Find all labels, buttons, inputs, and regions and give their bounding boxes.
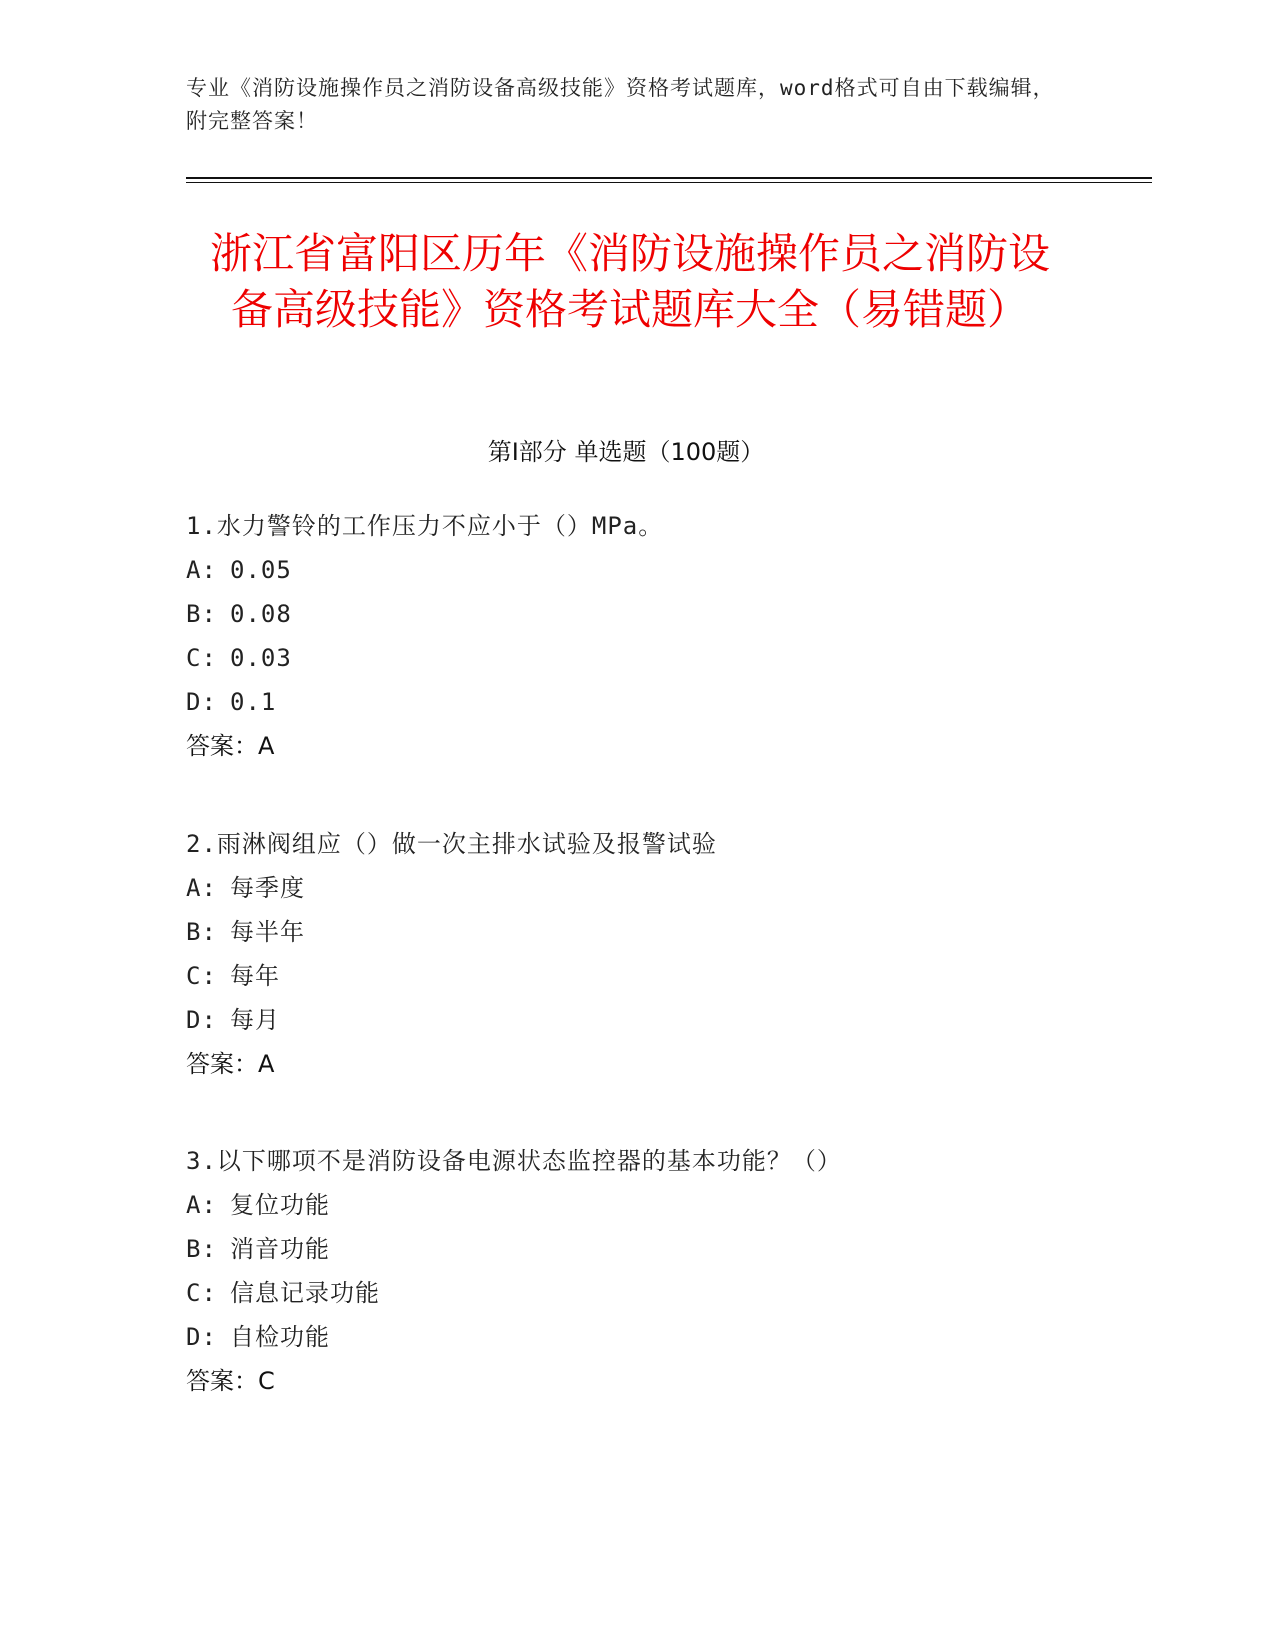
- option-key: C:: [186, 1279, 217, 1307]
- question-stem: 3.以下哪项不是消防设备电源状态监控器的基本功能？（）: [186, 1147, 842, 1175]
- header-note: 专业《消防设施操作员之消防设备高级技能》资格考试题库，word格式可自由下载编辑，附完整答案！: [186, 76, 1055, 133]
- option-key: D:: [186, 1006, 217, 1034]
- option-b: [186, 910, 1126, 954]
- option-key: D:: [186, 1323, 217, 1351]
- option-text: 0.03: [230, 644, 292, 672]
- option-text: 信息记录功能: [230, 1279, 380, 1307]
- option-text: 0.1: [230, 688, 277, 716]
- question-block: [186, 504, 1126, 768]
- option-key: D:: [186, 688, 217, 716]
- option-text: 消音功能: [230, 1235, 330, 1263]
- answer-label: 答案：: [186, 732, 258, 760]
- option-key: A:: [186, 1191, 217, 1219]
- answer-line: [186, 1042, 1126, 1086]
- answer-label: 答案：: [186, 1367, 258, 1395]
- option-text: 复位功能: [230, 1191, 330, 1219]
- option-text: 0.05: [230, 556, 292, 584]
- question-stem: 2.雨淋阀组应（）做一次主排水试验及报警试验: [186, 830, 717, 858]
- answer-label: 答案：: [186, 1050, 258, 1078]
- option-c: [186, 954, 1126, 998]
- option-key: A:: [186, 874, 217, 902]
- option-text: 0.08: [230, 600, 292, 628]
- option-b: [186, 592, 1126, 636]
- answer-value: C: [258, 1367, 275, 1395]
- option-text: 每年: [230, 962, 280, 990]
- option-d: [186, 1315, 1126, 1359]
- option-key: C:: [186, 962, 217, 990]
- question-stem: 1.水力警铃的工作压力不应小于（）MPa。: [186, 512, 664, 540]
- option-text: 每季度: [230, 874, 305, 902]
- option-key: B:: [186, 918, 217, 946]
- option-key: B:: [186, 1235, 217, 1263]
- option-text: 每月: [230, 1006, 280, 1034]
- header-divider-thin: [186, 182, 1152, 183]
- option-a: [186, 866, 1126, 910]
- option-d: [186, 998, 1126, 1042]
- option-c: [186, 1271, 1126, 1315]
- option-b: [186, 1227, 1126, 1271]
- option-text: 自检功能: [230, 1323, 330, 1351]
- answer-line: [186, 1359, 1126, 1403]
- option-a: [186, 548, 1126, 592]
- option-key: B:: [186, 600, 217, 628]
- document-title: 浙江省富阳区历年《消防设施操作员之消防设备高级技能》资格考试题库大全（易错题）: [209, 229, 1050, 334]
- option-d: [186, 680, 1126, 724]
- section-heading: 第Ⅰ部分 单选题（100题）: [487, 438, 765, 466]
- option-a: [186, 1183, 1126, 1227]
- header-divider-thick: [186, 177, 1152, 179]
- answer-value: A: [258, 1050, 275, 1078]
- option-key: C:: [186, 644, 217, 672]
- question-block: [186, 1139, 1126, 1403]
- answer-value: A: [258, 732, 275, 760]
- option-c: [186, 636, 1126, 680]
- answer-line: [186, 724, 1126, 768]
- question-block: [186, 822, 1126, 1086]
- option-text: 每半年: [230, 918, 305, 946]
- option-key: A:: [186, 556, 217, 584]
